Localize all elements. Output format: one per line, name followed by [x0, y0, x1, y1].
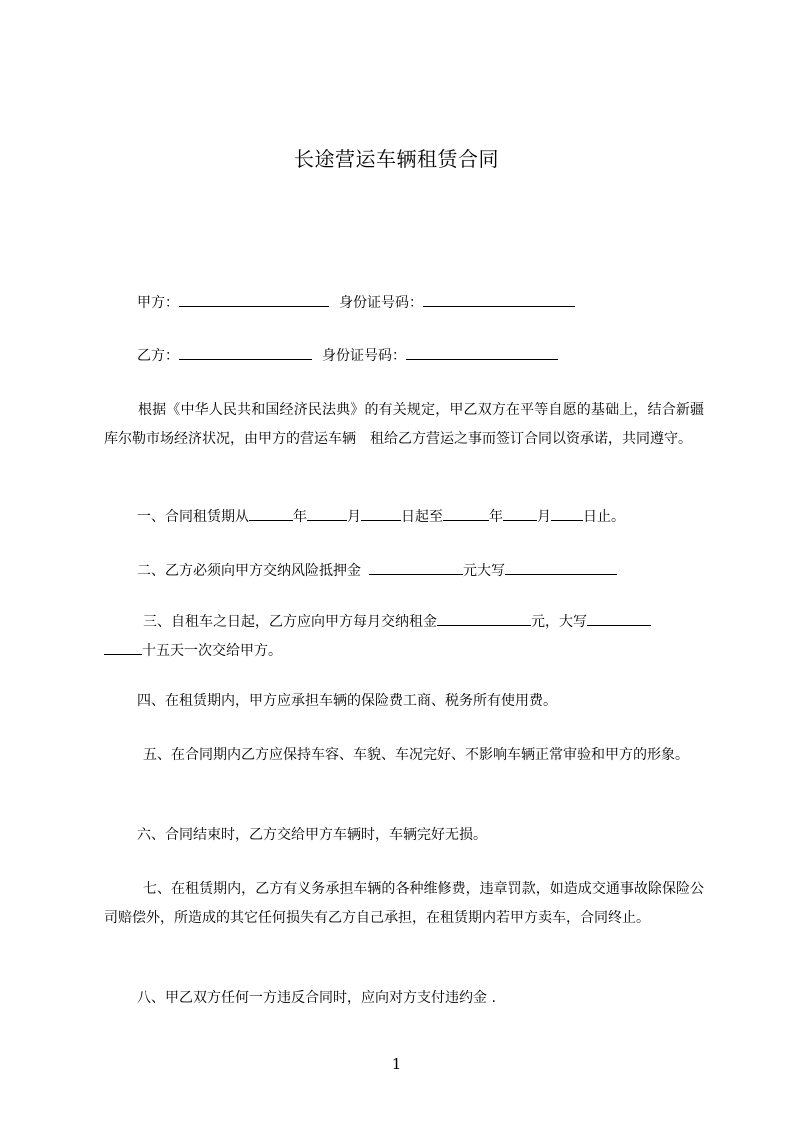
clause-1-end-label: 日止。	[583, 509, 625, 525]
party-b-id-field[interactable]	[406, 345, 558, 360]
party-a-id-field[interactable]	[423, 292, 575, 307]
party-b-id-label: 身份证号码：	[322, 348, 406, 364]
clause-5: 五、在合同期内乙方应保持车容、车貌、车况完好、不影响车辆正常审验和甲方的形象。	[143, 747, 689, 763]
start-month-field[interactable]	[307, 506, 347, 521]
clause-8: 八、甲乙双方任何一方违反合同时，应向对方支付违约金 .	[137, 990, 496, 1006]
party-b-label: 乙方：	[137, 348, 179, 364]
clause-3	[143, 611, 651, 632]
clause-1	[137, 506, 625, 527]
party-a-id-label: 身份证号码：	[339, 295, 423, 311]
clause-1-until-label: 日起至	[401, 509, 443, 525]
clause-2-text: 二、乙方必须向甲方交纳风险抵押金	[137, 563, 361, 579]
party-b-name-field[interactable]	[179, 345, 312, 360]
clause-1-end-year-label: 年	[489, 509, 503, 525]
end-month-field[interactable]	[503, 506, 537, 521]
clause-3-uppercase-label: 元，大写	[531, 614, 587, 630]
rent-uppercase-field[interactable]	[587, 611, 651, 626]
page-number: 1	[391, 1055, 402, 1073]
deposit-amount-field[interactable]	[369, 560, 463, 575]
start-year-field[interactable]	[249, 506, 293, 521]
clause-4: 四、在租赁期内，甲方应承担车辆的保险费工商、税务所有使用费。	[137, 693, 557, 709]
party-b-line	[137, 345, 558, 366]
start-day-field[interactable]	[361, 506, 401, 521]
clause-3-text: 三、自租车之日起，乙方应向甲方每月交纳租金	[143, 614, 437, 630]
clause-1-year-label: 年	[293, 509, 307, 525]
party-a-name-field[interactable]	[179, 292, 329, 307]
clause-7: 七、在租赁期内，乙方有义务承担车辆的各种维修费，违章罚款，如造成交通事故除保险公司赔偿外，所造成的其它任何损失有乙方自己承担，在租赁期内若甲方卖车，合同终止。	[104, 881, 704, 926]
clause-1-month-label: 月	[347, 509, 361, 525]
deposit-uppercase-field[interactable]	[505, 560, 617, 575]
end-year-field[interactable]	[443, 506, 489, 521]
clause-2	[137, 560, 617, 581]
intro-paragraph: 根据《中华人民共和国经济民法典》的有关规定，甲乙双方在平等自愿的基础上，结合新疆库尔勒市场经济状况，由甲方的营运车辆 租给乙方营运之事而签订合同以资承诺，共同遵守。	[104, 402, 704, 447]
clause-3-tail: 十五天一次交给甲方。	[142, 643, 282, 659]
clause-1-text: 一、合同租赁期从	[137, 509, 249, 525]
clause-6: 六、合同结束时，乙方交给甲方车辆时，车辆完好无损。	[137, 827, 487, 843]
end-day-field[interactable]	[551, 506, 583, 521]
clause-2-uppercase-label: 元大写	[463, 563, 505, 579]
party-a-line	[137, 292, 575, 313]
rent-amount-field[interactable]	[437, 611, 531, 626]
party-a-label: 甲方：	[137, 295, 179, 311]
document-title: 长途营运车辆租赁合同	[294, 147, 499, 171]
rent-uppercase-field-cont[interactable]	[104, 640, 142, 655]
clause-1-end-month-label: 月	[537, 509, 551, 525]
clause-3-continued	[104, 640, 282, 661]
